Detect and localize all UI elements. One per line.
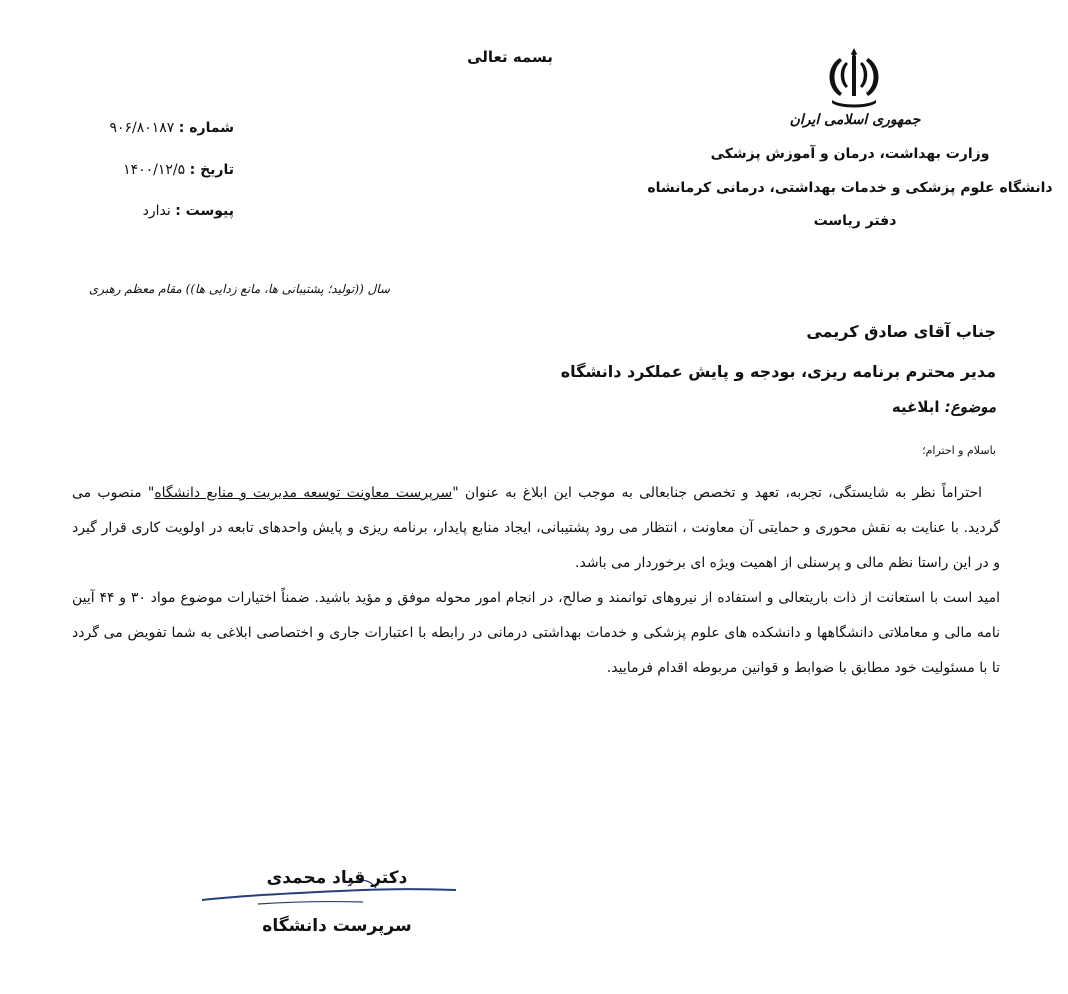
letter-number-label: شماره : (178, 120, 234, 136)
letter-number-value: ۹۰۶/۸۰۱۸۷ (109, 120, 175, 136)
appointed-position: سرپرست معاونت توسعه مدیریت و منابع دانشگاه (154, 485, 453, 501)
letter-date (123, 162, 234, 178)
signer-name: دکتر قباد محمدی (266, 868, 408, 888)
ministry-name: وزارت بهداشت، درمان و آموزش پزشکی (710, 146, 990, 162)
body-paragraph-1 (72, 476, 1000, 581)
republic-title: جمهوری اسلامی ایران (789, 112, 921, 128)
subject-label: موضوع: (944, 398, 996, 416)
university-name: دانشگاه علوم پزشکی و خدمات بهداشتی، درمانی کرمانشاه (647, 180, 1053, 196)
recipient-name: جناب آقای صادق کریمی (806, 322, 996, 341)
subject-value: ابلاغیه (891, 398, 940, 416)
paragraph-1-end: " منصوب می گردید. با عنایت به نقش محوری و حمایتی آن معاونت ، انتظار می رود پشتیبانی، ایجاد منابع پایدار، برنامه ریزی و پایش واحدهای تابعه در اولویت کاری قرار گیرد و در این راستا نظم مالی و پرسنلی از اهمیت ویژه ای برخوردار می باشد. (72, 485, 1000, 571)
letter-attachment-value: ندارد (142, 203, 171, 219)
basmala-heading: بسمه تعالی (467, 48, 553, 66)
year-slogan: سال ((تولید؛ پشتیبانی ها، مانع زدایی ها)) مقام معظم رهبری (88, 282, 390, 296)
letter-attachment-label: پیوست : (175, 203, 234, 219)
greeting: باسلام و احترام؛ (922, 444, 996, 457)
recipient-role: مدیر محترم برنامه ریزی، بودجه و پایش عملکرد دانشگاه (560, 362, 996, 381)
letter-attachment (143, 203, 234, 219)
letter-number (109, 120, 234, 136)
office-name: دفتر ریاست (813, 213, 897, 229)
iran-emblem-icon (818, 42, 890, 114)
signer-title: سرپرست دانشگاه (262, 916, 412, 936)
subject-line (892, 398, 996, 416)
paragraph-1-start: احتراماً نظر به شایستگی، تجربه، تعهد و تخصص جنابعالی به موجب این ابلاغ به عنوان " (452, 485, 982, 501)
letter-date-label: تاریخ : (189, 162, 234, 178)
letter-date-value: ۱۴۰۰/۱۲/۵ (123, 162, 186, 178)
body-paragraph-2: امید است با استعانت از ذات باریتعالی و استفاده از نیروهای توانمند و صالح، در انجام امور محوله موفق و مؤید باشید. ضمناً اختیارات موضوع مواد ۳۰ و ۴۴ آیین نامه مالی و معاملاتی دانشگاهها و دانشکده های علوم پزشکی و خدمات بهداشتی درمانی در رابطه با اعتبارات جاری و اختصاصی ابلاغی به شما تفویض می گردد تا با مسئولیت خود مطابق با ضوابط و قوانین مربوطه اقدام فرمایید. (72, 590, 1000, 676)
letter-body (72, 476, 1000, 686)
